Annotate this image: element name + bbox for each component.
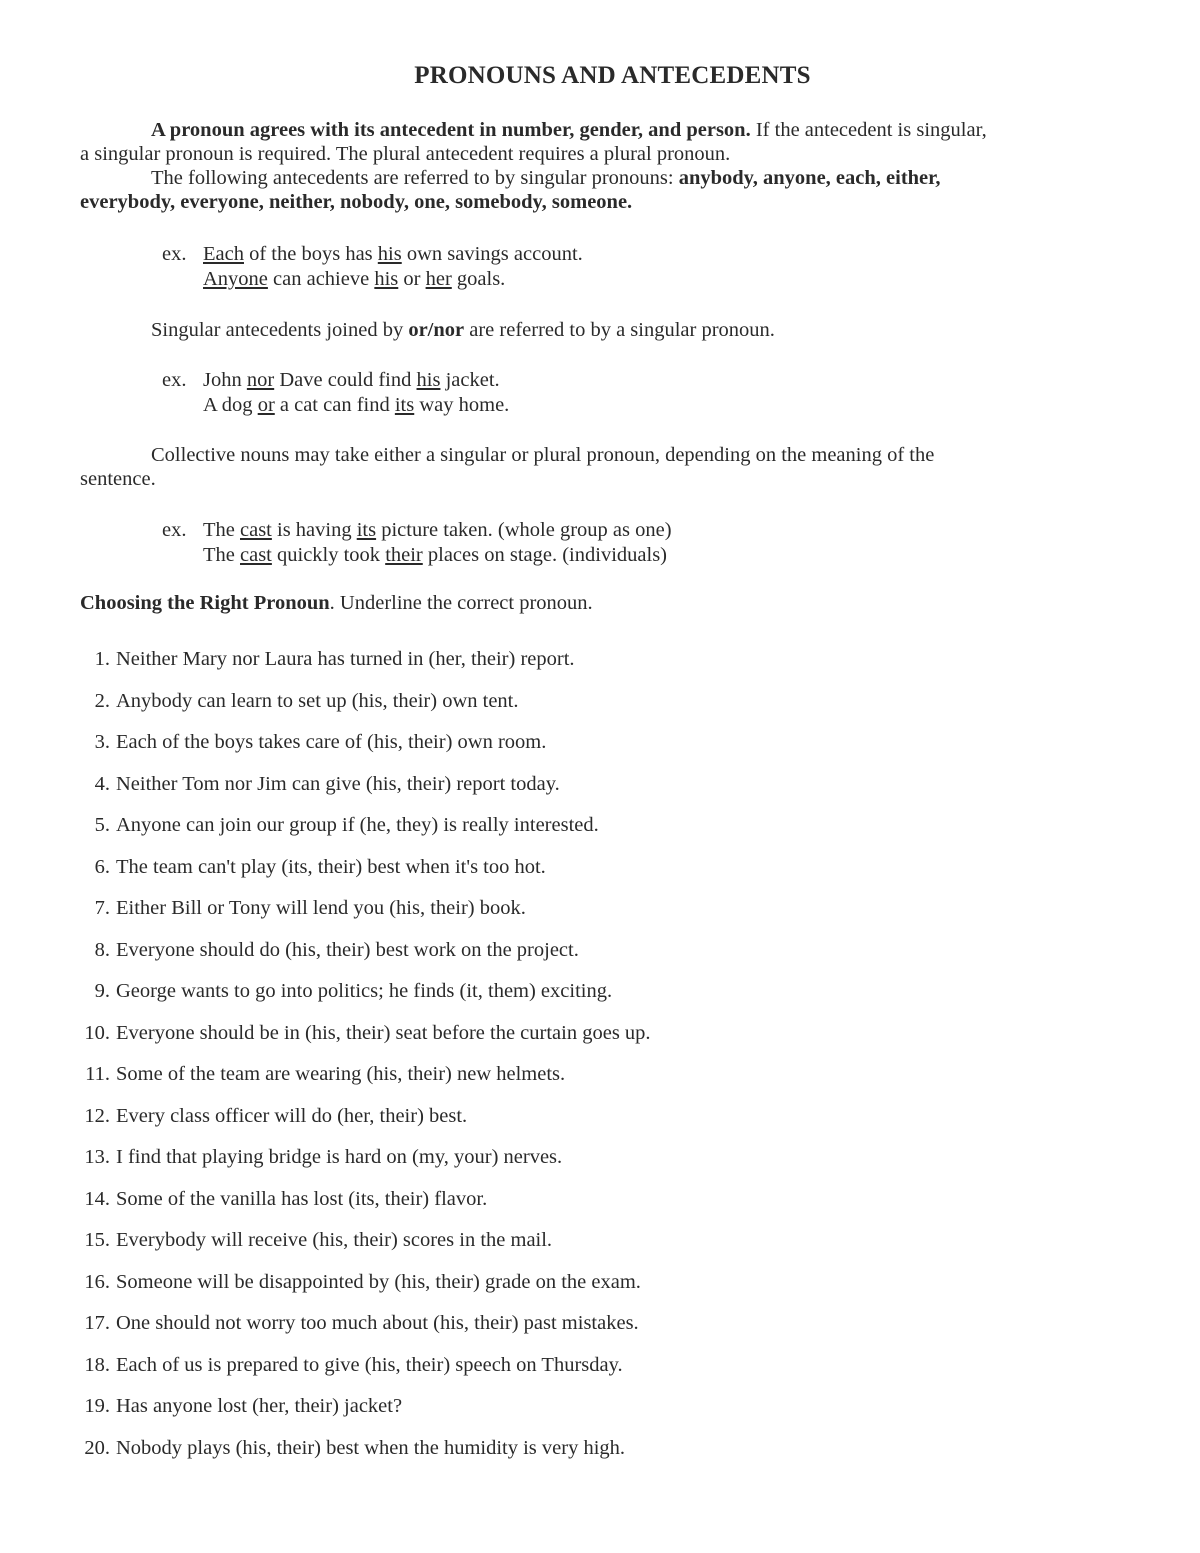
exercise-item-sentence[interactable]: Anyone can join our group if (he, they) is really interested. [116, 814, 599, 836]
example-text: places on stage. (individuals) [422, 544, 667, 566]
exercise-item-sentence[interactable]: Anybody can learn to set up (his, their) own tent. [116, 689, 519, 712]
exercise-item-number: 2. [94, 689, 110, 712]
exercise-item[interactable] [74, 1393, 651, 1435]
exercise-item-number: 8. [94, 938, 110, 961]
exercise-item-number: 16. [84, 1270, 110, 1293]
example-text: is having [271, 519, 357, 541]
exercise-item-number: 1. [94, 648, 110, 670]
exercise-item-sentence[interactable]: Everyone should be in (his, their) seat before the curtain goes up. [116, 1021, 651, 1044]
exercise-item[interactable] [74, 1269, 651, 1311]
pronoun-their: their [385, 544, 423, 566]
pronoun-his: his [374, 268, 399, 290]
example-text: quickly took [271, 544, 386, 566]
singular-antecedents-list-1: anybody, anyone, each, either, [678, 167, 941, 189]
conjunction-nor: nor [246, 369, 275, 391]
pronoun-his: his [377, 243, 402, 265]
exercise-item-number: 14. [84, 1187, 110, 1210]
example-text: a cat can find [274, 394, 395, 416]
agreement-rule-paragraph [80, 118, 1128, 214]
example-text: The [203, 519, 240, 541]
collective-nouns-paragraph [80, 443, 1128, 491]
exercise-item-sentence[interactable]: Each of the boys takes care of (his, their) own room. [116, 731, 547, 753]
exercise-item[interactable] [74, 1352, 651, 1394]
exercise-item-number: 9. [94, 980, 110, 1002]
singular-antecedents-lead: The following antecedents are referred to by singular pronouns: [151, 167, 679, 189]
exercise-item-sentence[interactable]: I find that playing bridge is hard on (my, your) nerves. [116, 1146, 563, 1168]
exercise-item[interactable] [74, 1310, 651, 1352]
exercise-item-sentence[interactable]: Has anyone lost (her, their) jacket? [116, 1395, 403, 1417]
exercise-item-sentence[interactable]: Some of the team are wearing (his, their) new helmets. [116, 1063, 566, 1085]
exercise-item-number: 5. [94, 814, 110, 836]
exercise-item-sentence[interactable]: Each of us is prepared to give (his, their) speech on Thursday. [116, 1353, 623, 1376]
example-text: own savings account. [401, 243, 583, 265]
exercise-item[interactable] [74, 1435, 651, 1477]
exercise-item[interactable] [74, 854, 651, 896]
exercise-list [74, 646, 651, 1476]
exercise-item[interactable] [74, 895, 651, 937]
collective-nouns-text-1: Collective nouns may take either a singular or plural pronoun, depending on the meaning of the [151, 444, 935, 466]
exercise-item[interactable] [74, 1103, 651, 1145]
exercise-item[interactable] [74, 646, 651, 688]
exercise-item-sentence[interactable]: The team can't play (its, their) best when it's too hot. [116, 855, 546, 878]
example-text: jacket. [440, 369, 500, 391]
exercise-item-number: 19. [84, 1395, 110, 1417]
or-nor-rule-lead: Singular antecedents joined by [151, 319, 409, 341]
exercise-item[interactable] [74, 771, 651, 813]
exercise-item-sentence[interactable]: Someone will be disappointed by (his, their) grade on the exam. [116, 1270, 641, 1293]
exercise-item-sentence[interactable]: Everyone should do (his, their) best work on the project. [116, 938, 579, 961]
exercise-item-number: 4. [94, 772, 110, 795]
exercise-item[interactable] [74, 688, 651, 730]
exercise-item-number: 7. [94, 897, 110, 919]
example-text: A dog [203, 394, 258, 416]
exercise-item-number: 17. [84, 1312, 110, 1334]
example-text: The [203, 544, 240, 566]
exercise-item-sentence[interactable]: George wants to go into politics; he finds (it, them) exciting. [116, 980, 613, 1002]
example-text: or [398, 268, 426, 290]
example-text: way home. [414, 394, 510, 416]
antecedent-cast: cast [240, 544, 272, 566]
exercise-item[interactable] [74, 729, 651, 771]
exercise-item[interactable] [74, 1061, 651, 1103]
example-collective-nouns [162, 518, 672, 568]
exercise-item[interactable] [74, 1144, 651, 1186]
pronoun-her: her [425, 268, 452, 290]
exercise-item-sentence[interactable]: Some of the vanilla has lost (its, their) flavor. [116, 1187, 488, 1210]
example-label: ex. [162, 369, 187, 391]
example-text: can achieve [267, 268, 375, 290]
pronoun-his: his [416, 369, 441, 391]
antecedent-anyone: Anyone [203, 268, 268, 290]
example-label: ex. [162, 243, 187, 265]
exercise-item-number: 18. [84, 1353, 110, 1376]
exercise-heading [80, 592, 593, 615]
exercise-item[interactable] [74, 1227, 651, 1269]
example-or-nor [162, 368, 509, 418]
exercise-item-number: 13. [84, 1146, 110, 1168]
exercise-item-number: 15. [84, 1229, 110, 1251]
example-singular-pronouns [162, 242, 583, 292]
or-nor-rule-rest: are referred to by a singular pronoun. [464, 319, 775, 341]
page-title: PRONOUNS AND ANTECEDENTS [414, 62, 811, 89]
exercise-item-sentence[interactable]: Every class officer will do (her, their) best. [116, 1104, 468, 1127]
or-nor-rule-bold: or/nor [408, 319, 465, 341]
exercise-item[interactable] [74, 1186, 651, 1228]
or-nor-rule-paragraph [80, 318, 1128, 342]
exercise-item-sentence[interactable]: Either Bill or Tony will lend you (his, their) book. [116, 897, 526, 919]
exercise-heading-title: Choosing the Right Pronoun [80, 592, 330, 614]
example-label: ex. [162, 519, 187, 541]
exercise-item-number: 10. [84, 1021, 110, 1044]
exercise-item-number: 12. [84, 1104, 110, 1127]
example-text: goals. [451, 268, 506, 290]
example-text: Dave could find [274, 369, 417, 391]
antecedent-each: Each [203, 243, 244, 265]
exercise-item-number: 20. [84, 1436, 110, 1459]
exercise-item-sentence[interactable]: Neither Tom nor Jim can give (his, their) report today. [116, 772, 560, 795]
agreement-rule-text-2: a singular pronoun is required. The plural antecedent requires a plural pronoun. [80, 143, 731, 165]
exercise-item-sentence[interactable]: One should not worry too much about (his, their) past mistakes. [116, 1312, 639, 1334]
exercise-item-number: 6. [94, 855, 110, 878]
example-text: John [203, 369, 247, 391]
singular-antecedents-list-2: everybody, everyone, neither, nobody, one, somebody, someone. [80, 191, 633, 213]
antecedent-cast: cast [240, 519, 272, 541]
exercise-item-sentence[interactable]: Neither Mary nor Laura has turned in (her, their) report. [116, 648, 575, 670]
exercise-item[interactable] [74, 812, 651, 854]
example-text: picture taken. (whole group as one) [376, 519, 672, 541]
conjunction-or: or [257, 394, 275, 416]
exercise-item-number: 11. [85, 1063, 110, 1085]
agreement-rule-text-1: If the antecedent is singular, [750, 119, 987, 141]
exercise-item-sentence[interactable]: Nobody plays (his, their) best when the humidity is very high. [116, 1436, 626, 1459]
exercise-item-sentence[interactable]: Everybody will receive (his, their) scores in the mail. [116, 1229, 553, 1251]
pronoun-its: its [356, 519, 377, 541]
exercise-item[interactable] [74, 1020, 651, 1062]
exercise-heading-instructions: . Underline the correct pronoun. [329, 592, 593, 614]
agreement-rule-bold: A pronoun agrees with its antecedent in number, gender, and person. [151, 119, 751, 141]
exercise-item[interactable] [74, 978, 651, 1020]
exercise-item[interactable] [74, 937, 651, 979]
exercise-item-number: 3. [94, 731, 110, 753]
collective-nouns-text-2: sentence. [80, 468, 156, 490]
example-text: of the boys has [243, 243, 378, 265]
pronoun-its: its [394, 394, 415, 416]
